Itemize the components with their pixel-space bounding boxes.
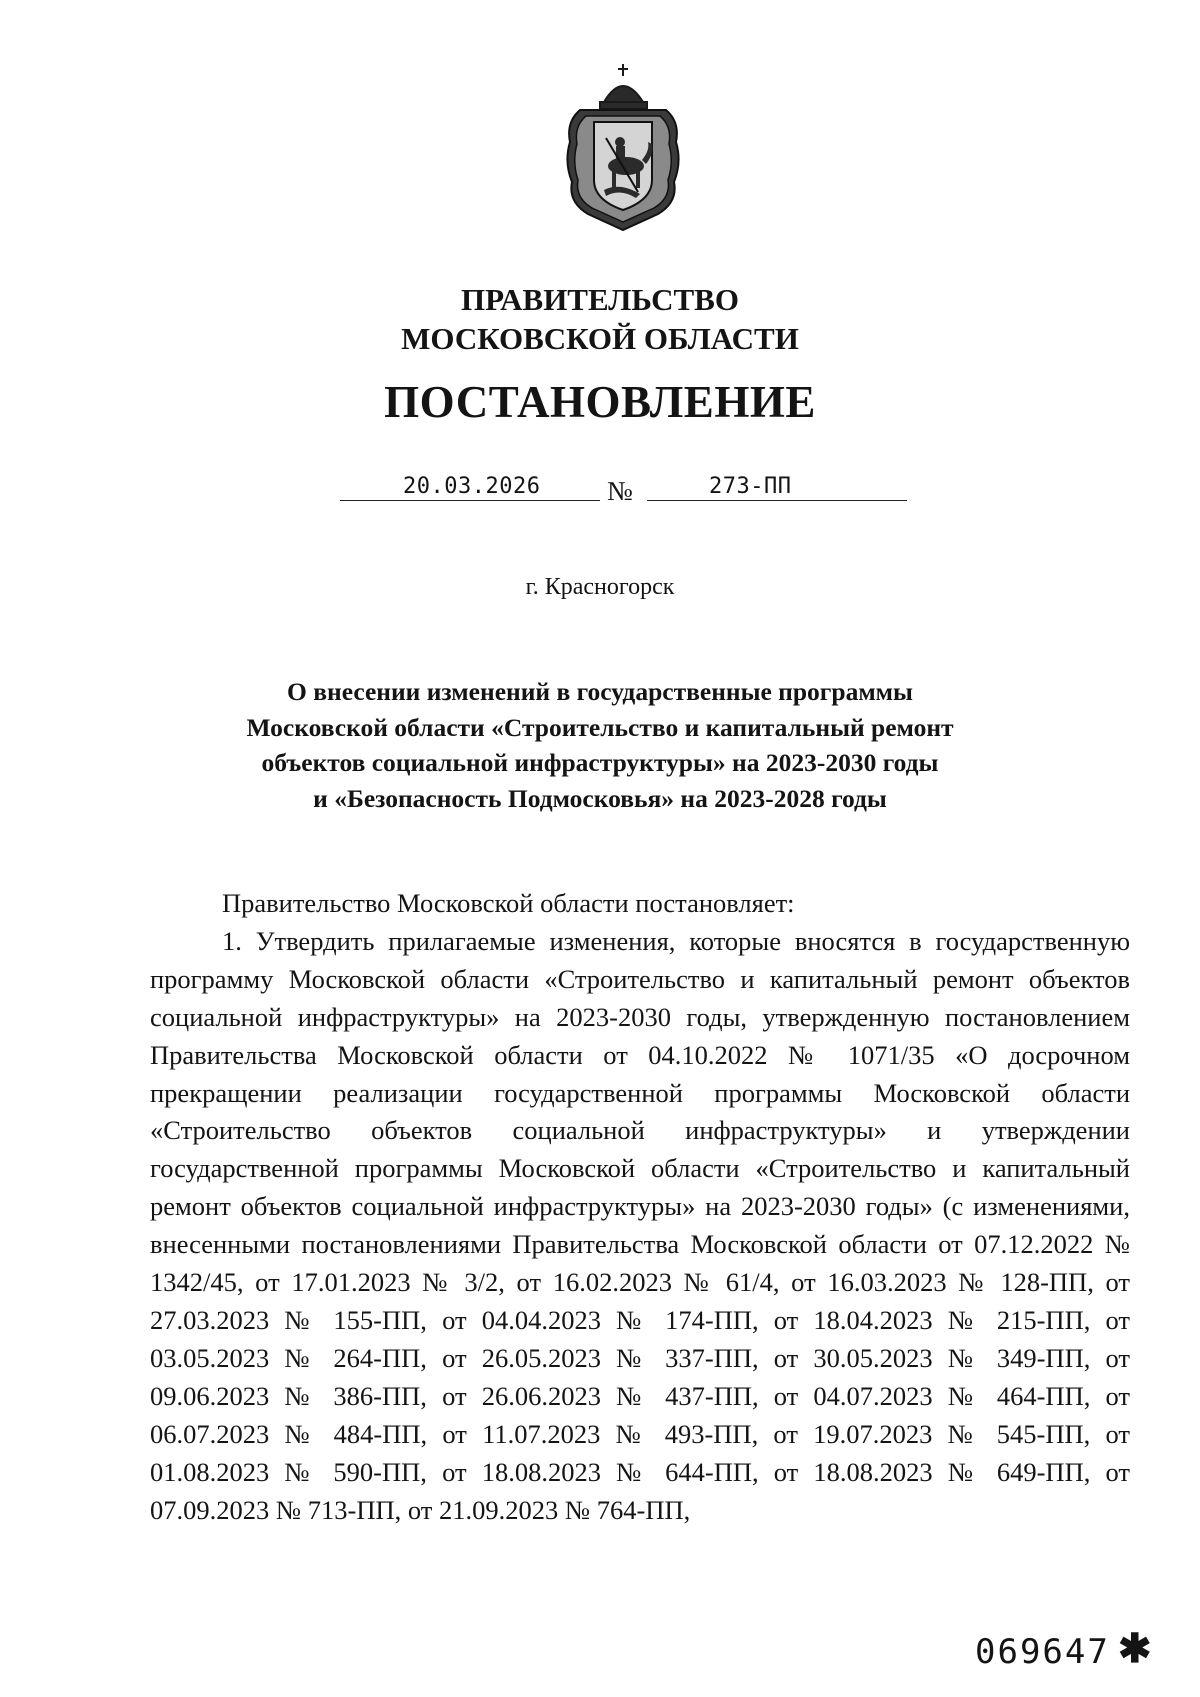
body-intro: Правительство Московской области постановляет:	[222, 888, 795, 918]
organization-name	[0, 280, 1200, 358]
document-type: ПОСТАНОВЛЕНИЕ	[384, 377, 816, 427]
number-underline	[647, 500, 907, 501]
subject-line-3: объектов социальной инфраструктуры» на 2023-2030 годы	[261, 748, 939, 777]
org-line-1: ПРАВИТЕЛЬСТВО	[461, 282, 739, 317]
subject-line-2: Московской области «Строительство и капитальный ремонт	[246, 712, 954, 742]
asterisk-mark: ✱	[1118, 1626, 1152, 1671]
city: г. Красногорск	[525, 574, 675, 600]
document-subject	[0, 674, 1200, 816]
org-line-2: МОСКОВСКОЙ ОБЛАСТИ	[401, 321, 799, 356]
subject-line-4: и «Безопасность Подмосковья» на 2023-2028 годы	[313, 783, 887, 813]
document-body	[150, 885, 1130, 1529]
document-date: 20.03.2026	[403, 474, 541, 499]
date-underline	[340, 500, 600, 501]
serial-number: 069647	[975, 1632, 1110, 1672]
document-number: 273-ПП	[709, 474, 792, 499]
number-sign: №	[607, 476, 633, 506]
coat-of-arms-icon	[560, 62, 687, 232]
subject-line-1: О внесении изменений в государственные программы	[287, 677, 913, 706]
body-item-1: 1. Утвердить прилагаемые изменения, которые вносятся в государственную программу Московской области «Строительство и капитальный ремонт объектов социальной инфраструктуры» на 2023-2030 годы, утвержденную постановлением Правительства Московской области от 04.10.2022 № 1071/35 «О досрочном прекращении реализации государственной программы Московской области «Строительство объектов социальной инфраструктуры» и утверждении государственной программы Московской области «Строительство и капитальный ремонт объектов социальной инфраструктуры» на 2023-2030 годы» (с изменениями, внесенными постановлениями Правительства Московской области от 07.12.2022 № 1342/45, от 17.01.2023 № 3/2, от 16.02.2023 № 61/4, от 16.03.2023 № 128-ПП, от 27.03.2023 № 155-ПП, от 04.04.2023 № 174-ПП, от 18.04.2023 № 215-ПП, от 03.05.2023 № 264-ПП, от 26.05.2023 № 337-ПП, от 30.05.2023 № 349-ПП, от 09.06.2023 № 386-ПП, от 26.06.2023 № 437-ПП, от 04.07.2023 № 464-ПП, от 06.07.2023 № 484-ПП, от 11.07.2023 № 493-ПП, от 19.07.2023 № 545-ПП, от 01.08.2023 № 590-ПП, от 18.08.2023 № 644-ПП, от 18.08.2023 № 649-ПП, от 07.09.2023 № 713-ПП, от 21.09.2023 № 764-ПП,	[150, 925, 1130, 1525]
